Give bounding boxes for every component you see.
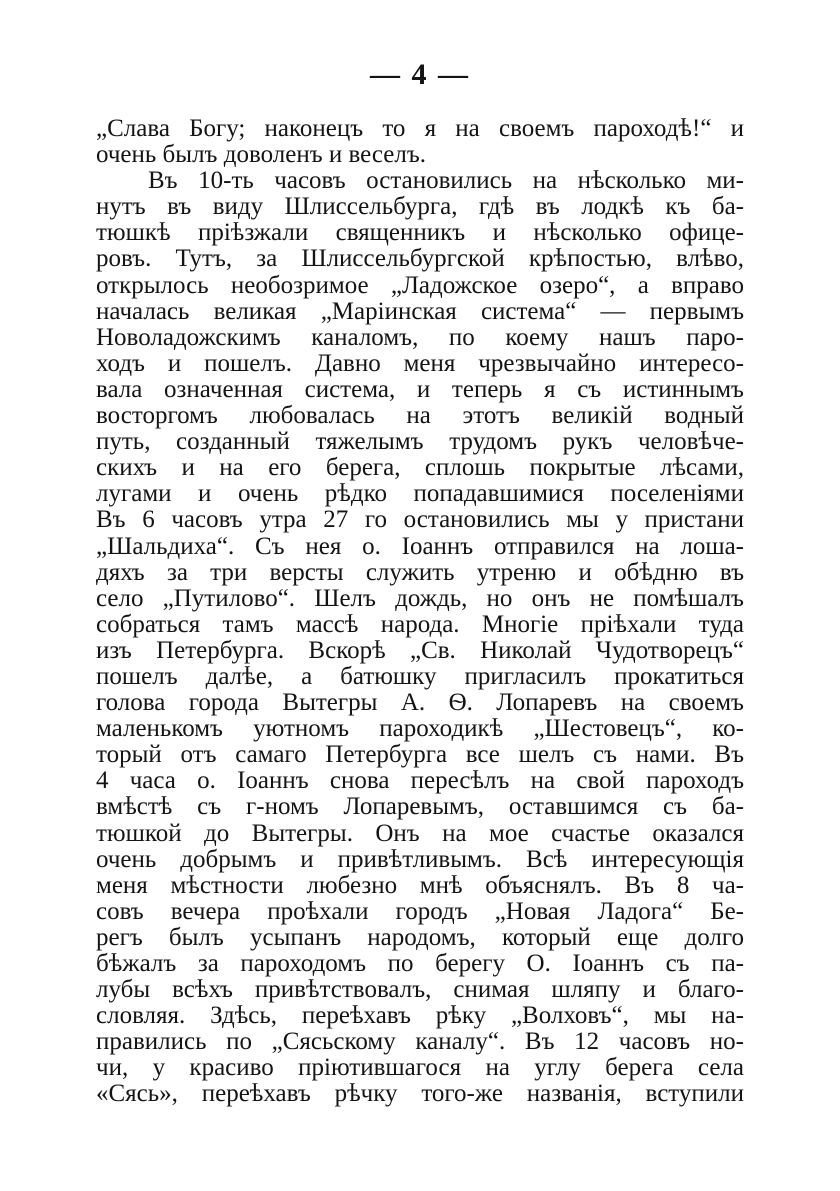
body-text <box>96 116 744 1108</box>
text-line: ходъ и пошелъ. Давно меня чрезвычайно интересо- <box>96 350 744 377</box>
text-line: нутъ въ виду Шлиссельбурга, гдѣ въ лодкѣ къ ба- <box>96 194 744 221</box>
text-line: голова города Вытегры А. Ѳ. Лопаревъ на своемъ <box>96 690 744 717</box>
page-number: — 4 — <box>370 58 470 91</box>
paragraph <box>96 168 744 1107</box>
text-line: изъ Петербурга. Вскорѣ „Св. Николай Чудотворецъ“ <box>96 637 744 664</box>
text-line: очень былъ доволенъ и веселъ. <box>96 142 427 169</box>
paragraph <box>96 116 744 168</box>
text-line: меня мѣстности любезно мнѣ объяснялъ. Въ 8 ча- <box>96 872 744 899</box>
text-line: маленькомъ уютномъ пароходикѣ „Шестовецъ“, ко- <box>96 716 744 743</box>
text-line: собраться тамъ массѣ народа. Многіе пріѣхали туда <box>96 611 744 638</box>
text-line: вала означенная система, и теперь я съ истиннымъ <box>96 376 744 403</box>
text-line: бѣжалъ за пароходомъ по берегу О. Іоаннъ съ па- <box>96 951 744 977</box>
text-line: Новоладожскимъ каналомъ, по коему нашъ паро- <box>96 324 744 351</box>
text-line: тюшкѣ пріѣзжали священникъ и нѣсколько офице- <box>96 220 744 247</box>
text-line: правились по „Сясьскому каналу“. Въ 12 часовъ но- <box>96 1029 744 1056</box>
text-line: восторгомъ любовалась на этотъ великій водный <box>96 403 744 430</box>
text-line: вмѣстѣ съ г-номъ Лопаревымъ, оставшимся съ ба- <box>96 794 744 821</box>
text-line: открылось необозримое „Ладожское озеро“, а вправо <box>96 272 744 299</box>
text-line: путь, созданный тяжелымъ трудомъ рукъ человѣче- <box>96 429 744 456</box>
text-line: совъ вечера проѣхали городъ „Новая Ладога“ Бе- <box>96 898 744 925</box>
text-line: Въ 6 часовъ утра 27 го остановились мы у пристани <box>96 507 744 534</box>
text-line: регъ былъ усыпанъ народомъ, который еще долго <box>96 924 744 951</box>
text-line: тюшкой до Вытегры. Онъ на мое счастье оказался <box>96 820 744 847</box>
text-line: словляя. Здѣсь, переѣхавъ рѣку „Волховъ“, мы на- <box>96 1003 744 1030</box>
text-line: „Шальдиха“. Съ нея о. Іоаннъ отправился на лоша- <box>96 533 744 560</box>
text-line: скихъ и на его берега, сплошь покрытые лѣсами, <box>96 455 744 482</box>
text-line: дяхъ за три версты служить утреню и обѣдню въ <box>96 559 744 586</box>
text-line: лугами и очень рѣдко попадавшимися поселеніями <box>96 481 744 508</box>
text-line: пошелъ далѣе, а батюшку пригласилъ прокатиться <box>96 663 744 690</box>
text-line: 4 часа о. Іоаннъ снова пересѣлъ на свой пароходъ <box>96 768 744 795</box>
text-line: Въ 10-ть часовъ остановились на нѣсколько ми- <box>148 168 744 195</box>
text-line: очень добрымъ и привѣтливымъ. Всѣ интересующія <box>96 846 744 873</box>
text-line: чи, у красиво пріютившагося на углу берега села <box>96 1055 744 1082</box>
text-line: «Сясь», переѣхавъ рѣчку того-же названія, вступили <box>96 1081 744 1108</box>
text-line: село „Путилово“. Шелъ дождь, но онъ не помѣшалъ <box>96 585 744 612</box>
text-line: началась великая „Маріинская система“ — первымъ <box>96 298 744 325</box>
text-line: торый отъ самаго Петербурга все шелъ съ нами. Въ <box>96 742 744 769</box>
text-line: ровъ. Тутъ, за Шлиссельбургской крѣпостью, влѣво, <box>96 246 744 273</box>
text-line: „Слава Богу; наконецъ то я на своемъ пароходѣ!“ и <box>96 116 744 142</box>
text-line: лубы всѣхъ привѣтствовалъ, снимая шляпу и благо- <box>96 977 744 1004</box>
